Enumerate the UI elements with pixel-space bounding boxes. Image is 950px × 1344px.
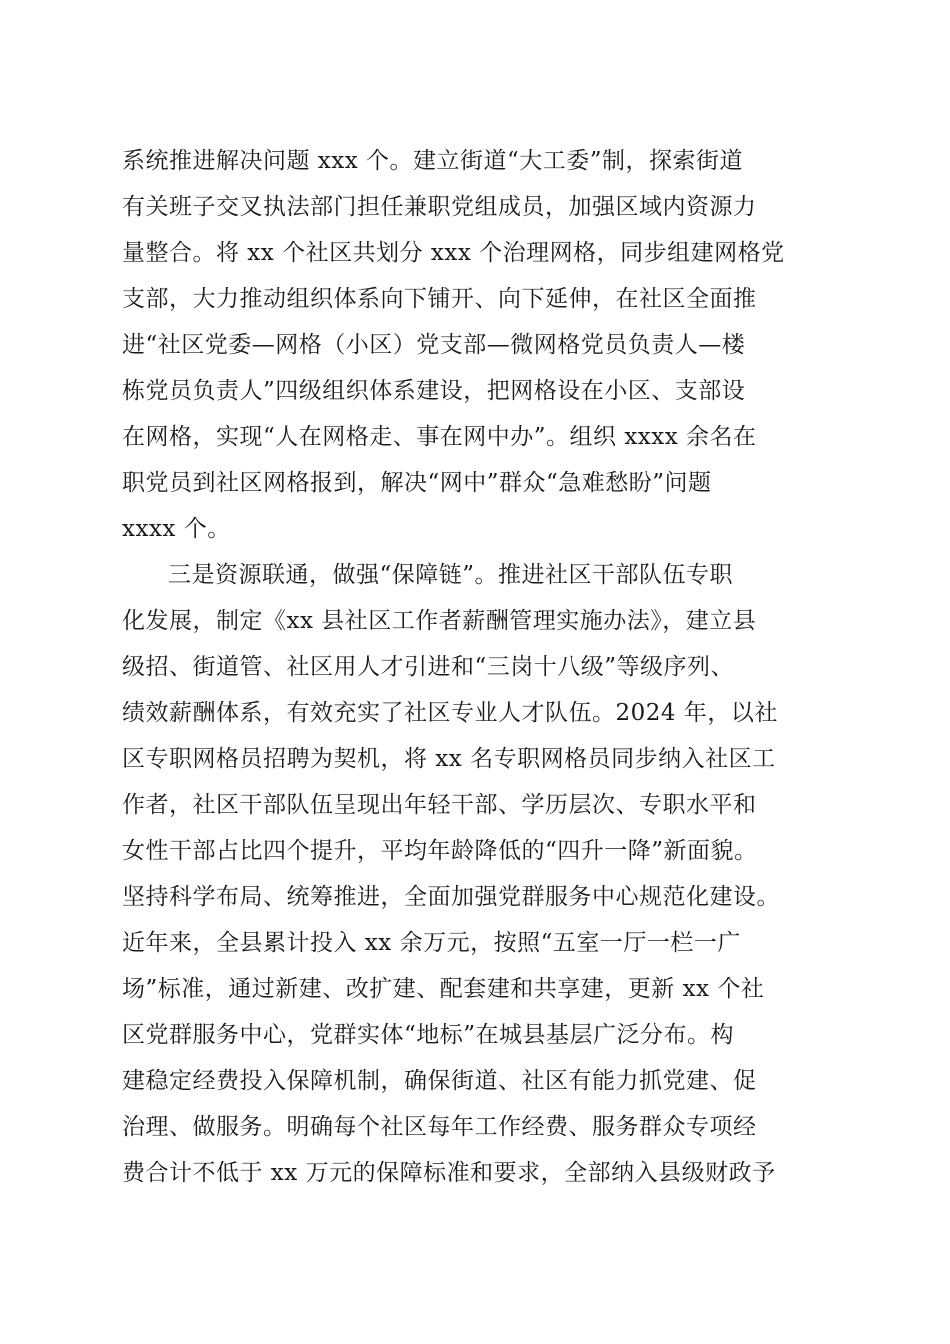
paragraph-heading-line: 三是资源联通，做强“保障链”。推进社区干部队伍专职: [168, 562, 734, 588]
text-line: 化发展，制定《xx 县社区工作者薪酬管理实施办法》，建立县: [122, 608, 757, 634]
text-line: 场”标准，通过新建、改扩建、配套建和共享建，更新 xx 个社: [122, 976, 765, 1002]
text-line: 栋党员负责人”四级组织体系建设，把网格设在小区、支部设: [122, 378, 746, 404]
text-line: 费合计不低于 xx 万元的保障标准和要求，全部纳入县级财政予: [122, 1160, 776, 1186]
text-line: 近年来，全县累计投入 xx 余万元，按照“五室一厅一栏一广: [122, 930, 741, 956]
text-line: 坚持科学布局、统筹推进，全面加强党群服务中心规范化建设。: [122, 884, 780, 910]
text-line: 绩效薪酬体系，有效充实了社区专业人才队伍。2024 年，以社: [122, 700, 778, 726]
text-line: 量整合。将 xx 个社区共划分 xxx 个治理网格，同步组建网格党: [122, 240, 785, 266]
text-line: 进“社区党委—网格（小区）党支部—微网格党员负责人—楼: [122, 332, 746, 358]
text-line: 作者，社区干部队伍呈现出年轻干部、学历层次、专职水平和: [122, 792, 757, 818]
text-line: 系统推进解决问题 xxx 个。建立街道“大工委”制，探索街道: [122, 148, 744, 174]
text-line: 区党群服务中心，党群实体“地标”在城县基层广泛分布。构: [122, 1022, 735, 1048]
text-line: 建稳定经费投入保障机制，确保街道、社区有能力抓党建、促: [122, 1068, 757, 1094]
text-line: 支部，大力推动组织体系向下铺开、向下延伸，在社区全面推: [122, 286, 757, 312]
text-line: 级招、街道管、社区用人才引进和“三岗十八级”等级序列、: [122, 654, 735, 680]
text-line: 女性干部占比四个提升，平均年龄降低的“四升一降”新面貌。: [122, 838, 758, 864]
body-text: [122, 138, 832, 1196]
text-line: 区专职网格员招聘为契机，将 xx 名专职网格员同步纳入社区工: [122, 746, 776, 772]
text-line: 在网格，实现“人在网格走、事在网中办”。组织 xxxx 余名在: [122, 424, 757, 450]
text-line: 有关班子交叉执法部门担任兼职党组成员，加强区域内资源力: [122, 194, 757, 220]
text-line: 治理、做服务。明确每个社区每年工作经费、服务群众专项经: [122, 1114, 757, 1140]
text-line: xxxx 个。: [122, 516, 231, 542]
text-line: 职党员到社区网格报到，解决“网中”群众“急难愁盼”问题: [122, 470, 712, 496]
